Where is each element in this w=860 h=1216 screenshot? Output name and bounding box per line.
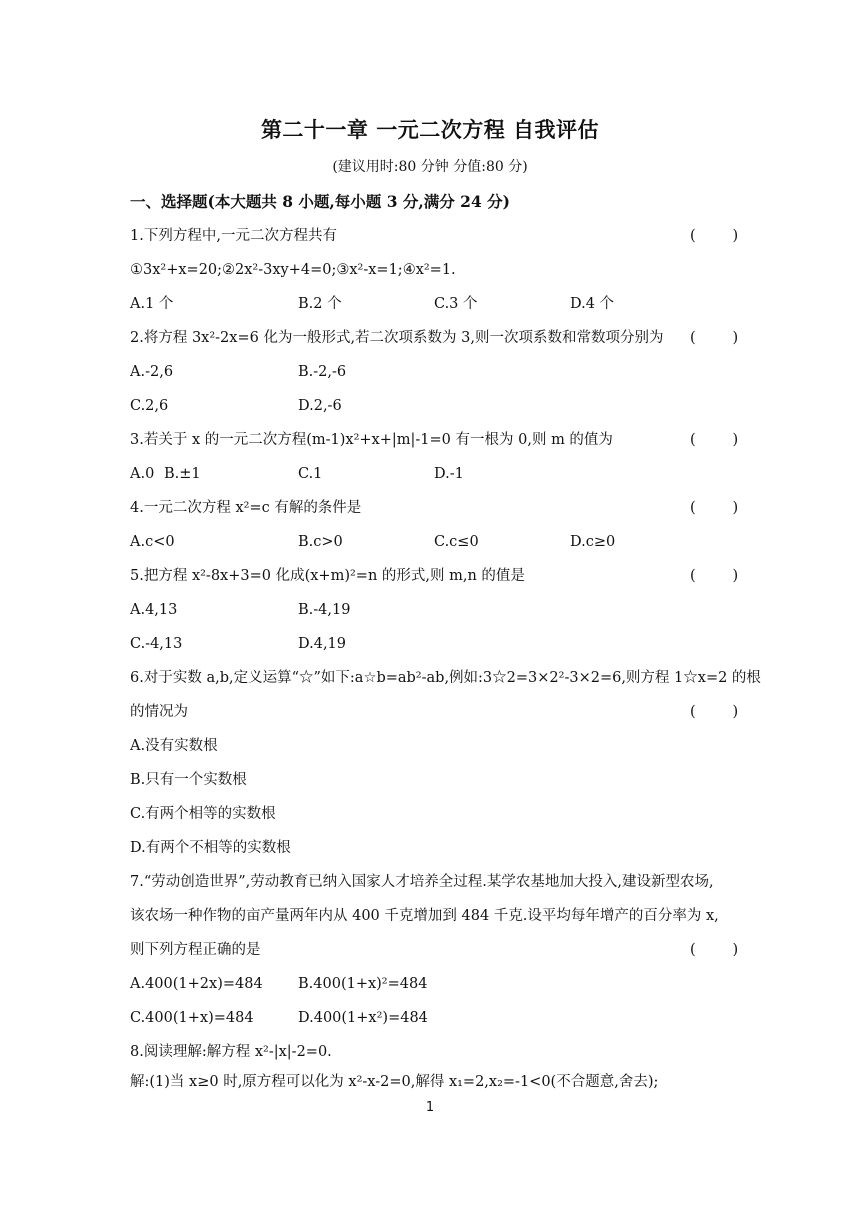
- q2-answer-paren: ( ): [690, 330, 739, 346]
- q6-option-d: D.有两个不相等的实数根: [130, 840, 291, 856]
- q7-stem-line-1: 7.“劳动创造世界”,劳动教育已纳入国家人才培养全过程.某学农基地加大投入,建设新型农场,: [130, 874, 714, 890]
- q7-option-d: D.400(1+x²)=484: [298, 1010, 428, 1026]
- q5-option-a: A.4,13: [130, 602, 178, 618]
- q6-answer-paren: ( ): [690, 704, 739, 720]
- q7-stem-line-2: 该农场一种作物的亩产量两年内从 400 千克增加到 484 千克.设平均每年增产的百分率为 x,: [130, 908, 719, 924]
- q1-option-d: D.4 个: [570, 296, 615, 312]
- q7-option-c: C.400(1+x)=484: [130, 1010, 254, 1026]
- q5-option-c: C.-4,13: [130, 636, 183, 652]
- q5-answer-paren: ( ): [690, 568, 739, 584]
- q6-option-a: A.没有实数根: [130, 738, 218, 754]
- q2-option-b: B.-2,-6: [298, 364, 347, 380]
- q8-solution-line-1: 解:(1)当 x≥0 时,原方程可以化为 x²-x-2=0,解得 x₁=2,x₂=-1<0(不合题意,舍去);: [130, 1074, 659, 1090]
- q1-answer-paren: ( ): [690, 228, 739, 244]
- page-title: 第二十一章 一元二次方程 自我评估: [260, 117, 600, 142]
- section-heading: 一、选择题(本大题共 8 小题,每小题 3 分,满分 24 分): [130, 192, 510, 211]
- q4-option-b: B.c>0: [298, 534, 343, 550]
- q1-option-c: C.3 个: [434, 296, 478, 312]
- q6-option-b: B.只有一个实数根: [130, 772, 247, 788]
- q7-option-a: A.400(1+2x)=484: [130, 976, 263, 992]
- q2-option-d: D.2,-6: [298, 398, 342, 414]
- q6-stem-line-2: 的情况为: [130, 704, 188, 720]
- q4-option-d: D.c≥0: [570, 534, 616, 550]
- q3-answer-paren: ( ): [690, 432, 739, 448]
- q7-option-b: B.400(1+x)²=484: [298, 976, 428, 992]
- q1-stem: 1.下列方程中,一元二次方程共有: [130, 228, 337, 244]
- q6-stem-line-1: 6.对于实数 a,b,定义运算“☆”如下:a☆b=ab²-ab,例如:3☆2=3×2²-3×2=6,则方程 1☆x=2 的根: [130, 670, 761, 686]
- q1-option-a: A.1 个: [130, 296, 174, 312]
- page-number: 1: [425, 1100, 435, 1115]
- q6-option-c: C.有两个相等的实数根: [130, 806, 276, 822]
- q5-stem: 5.把方程 x²-8x+3=0 化成(x+m)²=n 的形式,则 m,n 的值是: [130, 568, 525, 584]
- q2-stem: 2.将方程 3x²-2x=6 化为一般形式,若二次项系数为 3,则一次项系数和常数项分别为: [130, 330, 664, 346]
- q4-option-a: A.c<0: [130, 534, 175, 550]
- q5-option-b: B.-4,19: [298, 602, 351, 618]
- q4-stem: 4.一元二次方程 x²=c 有解的条件是: [130, 500, 362, 516]
- q4-option-c: C.c≤0: [434, 534, 479, 550]
- q1-option-b: B.2 个: [298, 296, 342, 312]
- q8-stem: 8.阅读理解:解方程 x²-|x|-2=0.: [130, 1044, 332, 1060]
- q3-option-c: C.1: [298, 466, 323, 482]
- q3-stem: 3.若关于 x 的一元二次方程(m-1)x²+x+|m|-1=0 有一根为 0,则 m 的值为: [130, 432, 613, 448]
- q7-stem-line-3: 则下列方程正确的是: [130, 942, 261, 958]
- q7-answer-paren: ( ): [690, 942, 739, 958]
- q5-option-d: D.4,19: [298, 636, 347, 652]
- q4-answer-paren: ( ): [690, 500, 739, 516]
- q3-option-b: B.±1: [164, 466, 201, 482]
- q2-option-c: C.2,6: [130, 398, 169, 414]
- q2-option-a: A.-2,6: [130, 364, 174, 380]
- q3-option-a: A.0: [130, 466, 155, 482]
- page-subtitle: (建议用时:80 分钟 分值:80 分): [332, 159, 528, 175]
- q1-equations: ①3x²+x=20;②2x²-3xy+4=0;③x²-x=1;④x²=1.: [130, 262, 456, 278]
- q3-option-d: D.-1: [434, 466, 464, 482]
